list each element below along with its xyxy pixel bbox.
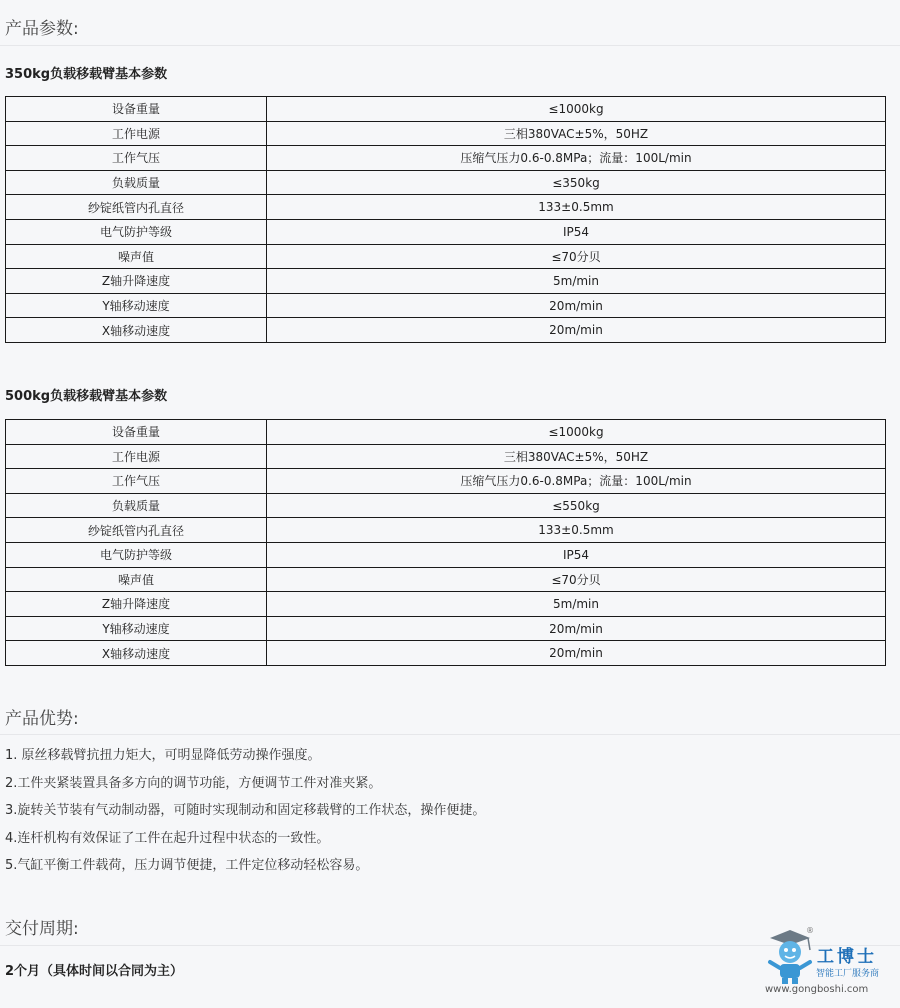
divider [0,734,900,735]
brand-logo [762,926,898,1002]
param-value: 20m/min [267,293,886,318]
table-row [6,195,886,220]
param-name: 工作电源 [6,121,267,146]
param-value: ≤70分贝 [267,244,886,269]
param-value: IP54 [267,219,886,244]
mascot-icon [764,928,816,986]
table-row [6,567,886,592]
table2-title: 500kg负载移载臂基本参数 [5,389,168,404]
spec-table-500kg [5,419,886,666]
advantages-section-title: 产品优势: [5,709,79,729]
param-name: 电气防护等级 [6,542,267,567]
param-name: X轴移动速度 [6,641,267,666]
params-section-title: 产品参数: [5,19,79,39]
table-row [6,146,886,171]
table-row [6,493,886,518]
table-row [6,318,886,343]
param-value: ≤550kg [267,493,886,518]
param-value: 5m/min [267,592,886,617]
table-row [6,542,886,567]
logo-subtitle: 智能工厂服务商 [816,969,880,979]
param-name: 噪声值 [6,567,267,592]
list-item: 4.连杆机构有效保证了工件在起升过程中状态的一致性。 [5,830,330,846]
param-value: 三相380VAC±5%，50HZ [267,444,886,469]
param-name: Z轴升降速度 [6,269,267,294]
list-item: 2.工件夹紧装置具备多方向的调节功能，方便调节工件对准夹紧。 [5,775,382,791]
param-value: 5m/min [267,269,886,294]
delivery-section-title: 交付周期: [5,919,79,939]
param-value: IP54 [267,542,886,567]
param-value: ≤350kg [267,170,886,195]
table-row [6,244,886,269]
param-value: 压缩气压力0.6-0.8MPa；流量：100L/min [267,146,886,171]
spec-table-350kg [5,96,886,343]
param-value: 133±0.5mm [267,195,886,220]
param-name: Z轴升降速度 [6,592,267,617]
param-name: 工作气压 [6,146,267,171]
table-row [6,444,886,469]
table-row [6,269,886,294]
list-item: 1. 原丝移载臂抗扭力矩大，可明显降低劳动操作强度。 [5,748,321,763]
param-value: ≤70分贝 [267,567,886,592]
table-row [6,219,886,244]
param-value: ≤1000kg [267,420,886,445]
param-value: 20m/min [267,616,886,641]
registered-mark: ® [806,926,814,935]
divider [0,45,900,46]
logo-name: 工博士 [817,947,877,967]
param-name: 负载质量 [6,170,267,195]
advantages-list [5,742,485,880]
table-row [6,641,886,666]
table-row [6,592,886,617]
table-row [6,469,886,494]
param-value: 20m/min [267,641,886,666]
table-row [6,121,886,146]
table1-title: 350kg负载移载臂基本参数 [5,67,168,82]
table-row [6,293,886,318]
table-row [6,170,886,195]
param-name: 工作电源 [6,444,267,469]
logo-url: www.gongboshi.com [765,984,869,995]
param-name: 纱锭纸管内孔直径 [6,518,267,543]
param-value: 20m/min [267,318,886,343]
list-item: 5.气缸平衡工件载荷，压力调节便捷，工件定位移动轻松容易。 [5,858,369,873]
param-name: 工作气压 [6,469,267,494]
param-name: 负载质量 [6,493,267,518]
table-row [6,518,886,543]
param-value: 压缩气压力0.6-0.8MPa；流量：100L/min [267,469,886,494]
param-name: X轴移动速度 [6,318,267,343]
table-row [6,97,886,122]
param-name: Y轴移动速度 [6,293,267,318]
table-row [6,616,886,641]
table-row [6,420,886,445]
delivery-period: 2个月（具体时间以合同为主） [5,964,184,979]
param-name: 设备重量 [6,97,267,122]
param-value: 133±0.5mm [267,518,886,543]
param-name: 噪声值 [6,244,267,269]
param-value: 三相380VAC±5%，50HZ [267,121,886,146]
param-name: 纱锭纸管内孔直径 [6,195,267,220]
param-name: Y轴移动速度 [6,616,267,641]
param-value: ≤1000kg [267,97,886,122]
param-name: 设备重量 [6,420,267,445]
param-name: 电气防护等级 [6,219,267,244]
list-item: 3.旋转关节装有气动制动器，可随时实现制动和固定移载臂的工作状态，操作便捷。 [5,803,486,818]
